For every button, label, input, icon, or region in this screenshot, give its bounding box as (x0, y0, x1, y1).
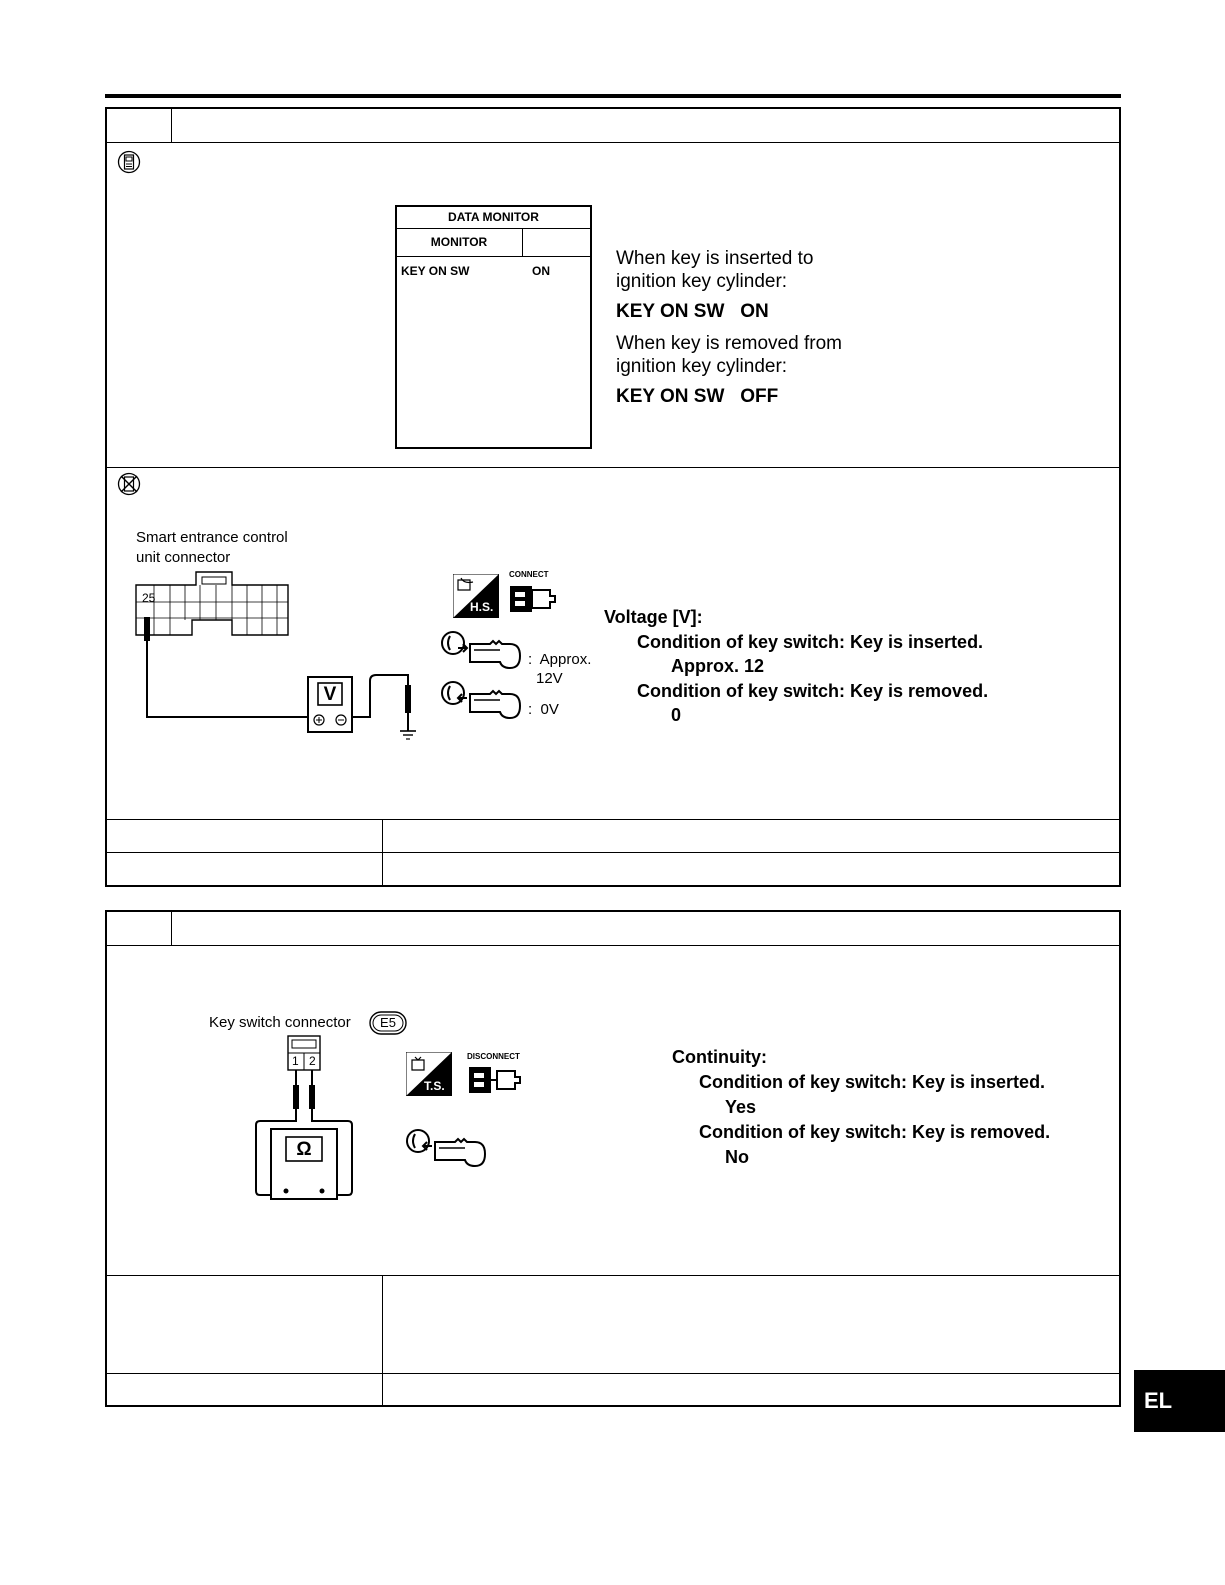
result-column-divider (382, 819, 383, 886)
step-number-divider (171, 911, 172, 945)
monitor-item-name: KEY ON SW (401, 264, 470, 278)
continuity-removed-value: No (725, 1147, 749, 1167)
monitor-column-header: MONITOR (430, 235, 488, 249)
inserted-voltage-note: 12V (536, 670, 563, 687)
voltage-heading: Voltage [V]: (604, 607, 703, 627)
voltage-measurement-diagram (130, 565, 430, 755)
inserted-condition: ignition key cylinder: (616, 271, 788, 292)
connector-id: E5 (380, 1015, 396, 1030)
monitor-column-divider (522, 228, 523, 256)
without-consult-icon (117, 472, 141, 496)
monitor-title: DATA MONITOR (448, 210, 539, 224)
monitor-rule (396, 228, 591, 229)
removed-voltage-note: : 0V (528, 701, 559, 718)
inserted-voltage-note: : Approx. (528, 651, 592, 668)
section-divider (106, 467, 1120, 468)
disconnect-label: DISCONNECT (467, 1052, 520, 1061)
key-inserted-icon (440, 630, 526, 676)
voltage-removed-condition: Condition of key switch: Key is removed. (637, 681, 989, 701)
removed-result: KEY ON SW OFF (616, 386, 779, 407)
key-switch-connector-label: Key switch connector (209, 1014, 351, 1031)
terminal-number: 25 (142, 591, 156, 605)
result-row-rule (106, 852, 1120, 853)
step-header-rule (106, 945, 1120, 946)
pin-number: 2 (309, 1054, 316, 1068)
connector-label: Smart entrance control (136, 529, 288, 546)
monitor-item-value: ON (532, 264, 550, 278)
hs-badge-label: H.S. (470, 600, 494, 614)
disconnect-icon (466, 1062, 526, 1098)
section-tab[interactable]: EL (1134, 1370, 1225, 1432)
step-header-rule (106, 142, 1120, 143)
connector-label: unit connector (136, 549, 231, 566)
page-top-rule (105, 94, 1121, 98)
ts-badge-label: T.S. (424, 1079, 445, 1093)
key-removed-icon (405, 1128, 491, 1174)
result-row-rule (106, 1275, 1120, 1276)
removed-condition: ignition key cylinder: (616, 356, 788, 377)
result-column-divider (382, 1275, 383, 1406)
removed-condition: When key is removed from (616, 333, 842, 354)
connect-label: CONNECT (509, 570, 549, 579)
connect-icon (507, 581, 557, 617)
continuity-removed-condition: Condition of key switch: Key is removed. (699, 1122, 1051, 1142)
monitor-rule (396, 256, 591, 257)
continuity-heading: Continuity: (672, 1047, 767, 1067)
voltage-inserted-value: Approx. 12 (671, 656, 765, 676)
voltage-inserted-condition: Condition of key switch: Key is inserted. (637, 632, 984, 652)
result-row-rule (106, 819, 1120, 820)
diagnosis-step-box-1 (105, 107, 1121, 887)
inserted-condition: When key is inserted to (616, 248, 814, 269)
voltage-removed-value: 0 (671, 705, 682, 725)
pin-number: 1 (292, 1054, 299, 1068)
step-number-divider (171, 108, 172, 142)
continuity-measurement-diagram (250, 1033, 362, 1203)
inserted-result: KEY ON SW ON (616, 301, 769, 322)
meter-symbol: V (323, 684, 337, 705)
consult-icon (117, 150, 141, 174)
result-row-rule (106, 1373, 1120, 1374)
continuity-inserted-value: Yes (725, 1097, 757, 1117)
ohmmeter-symbol: Ω (296, 1139, 312, 1160)
key-removed-icon (440, 680, 526, 726)
continuity-inserted-condition: Condition of key switch: Key is inserted. (699, 1072, 1046, 1092)
